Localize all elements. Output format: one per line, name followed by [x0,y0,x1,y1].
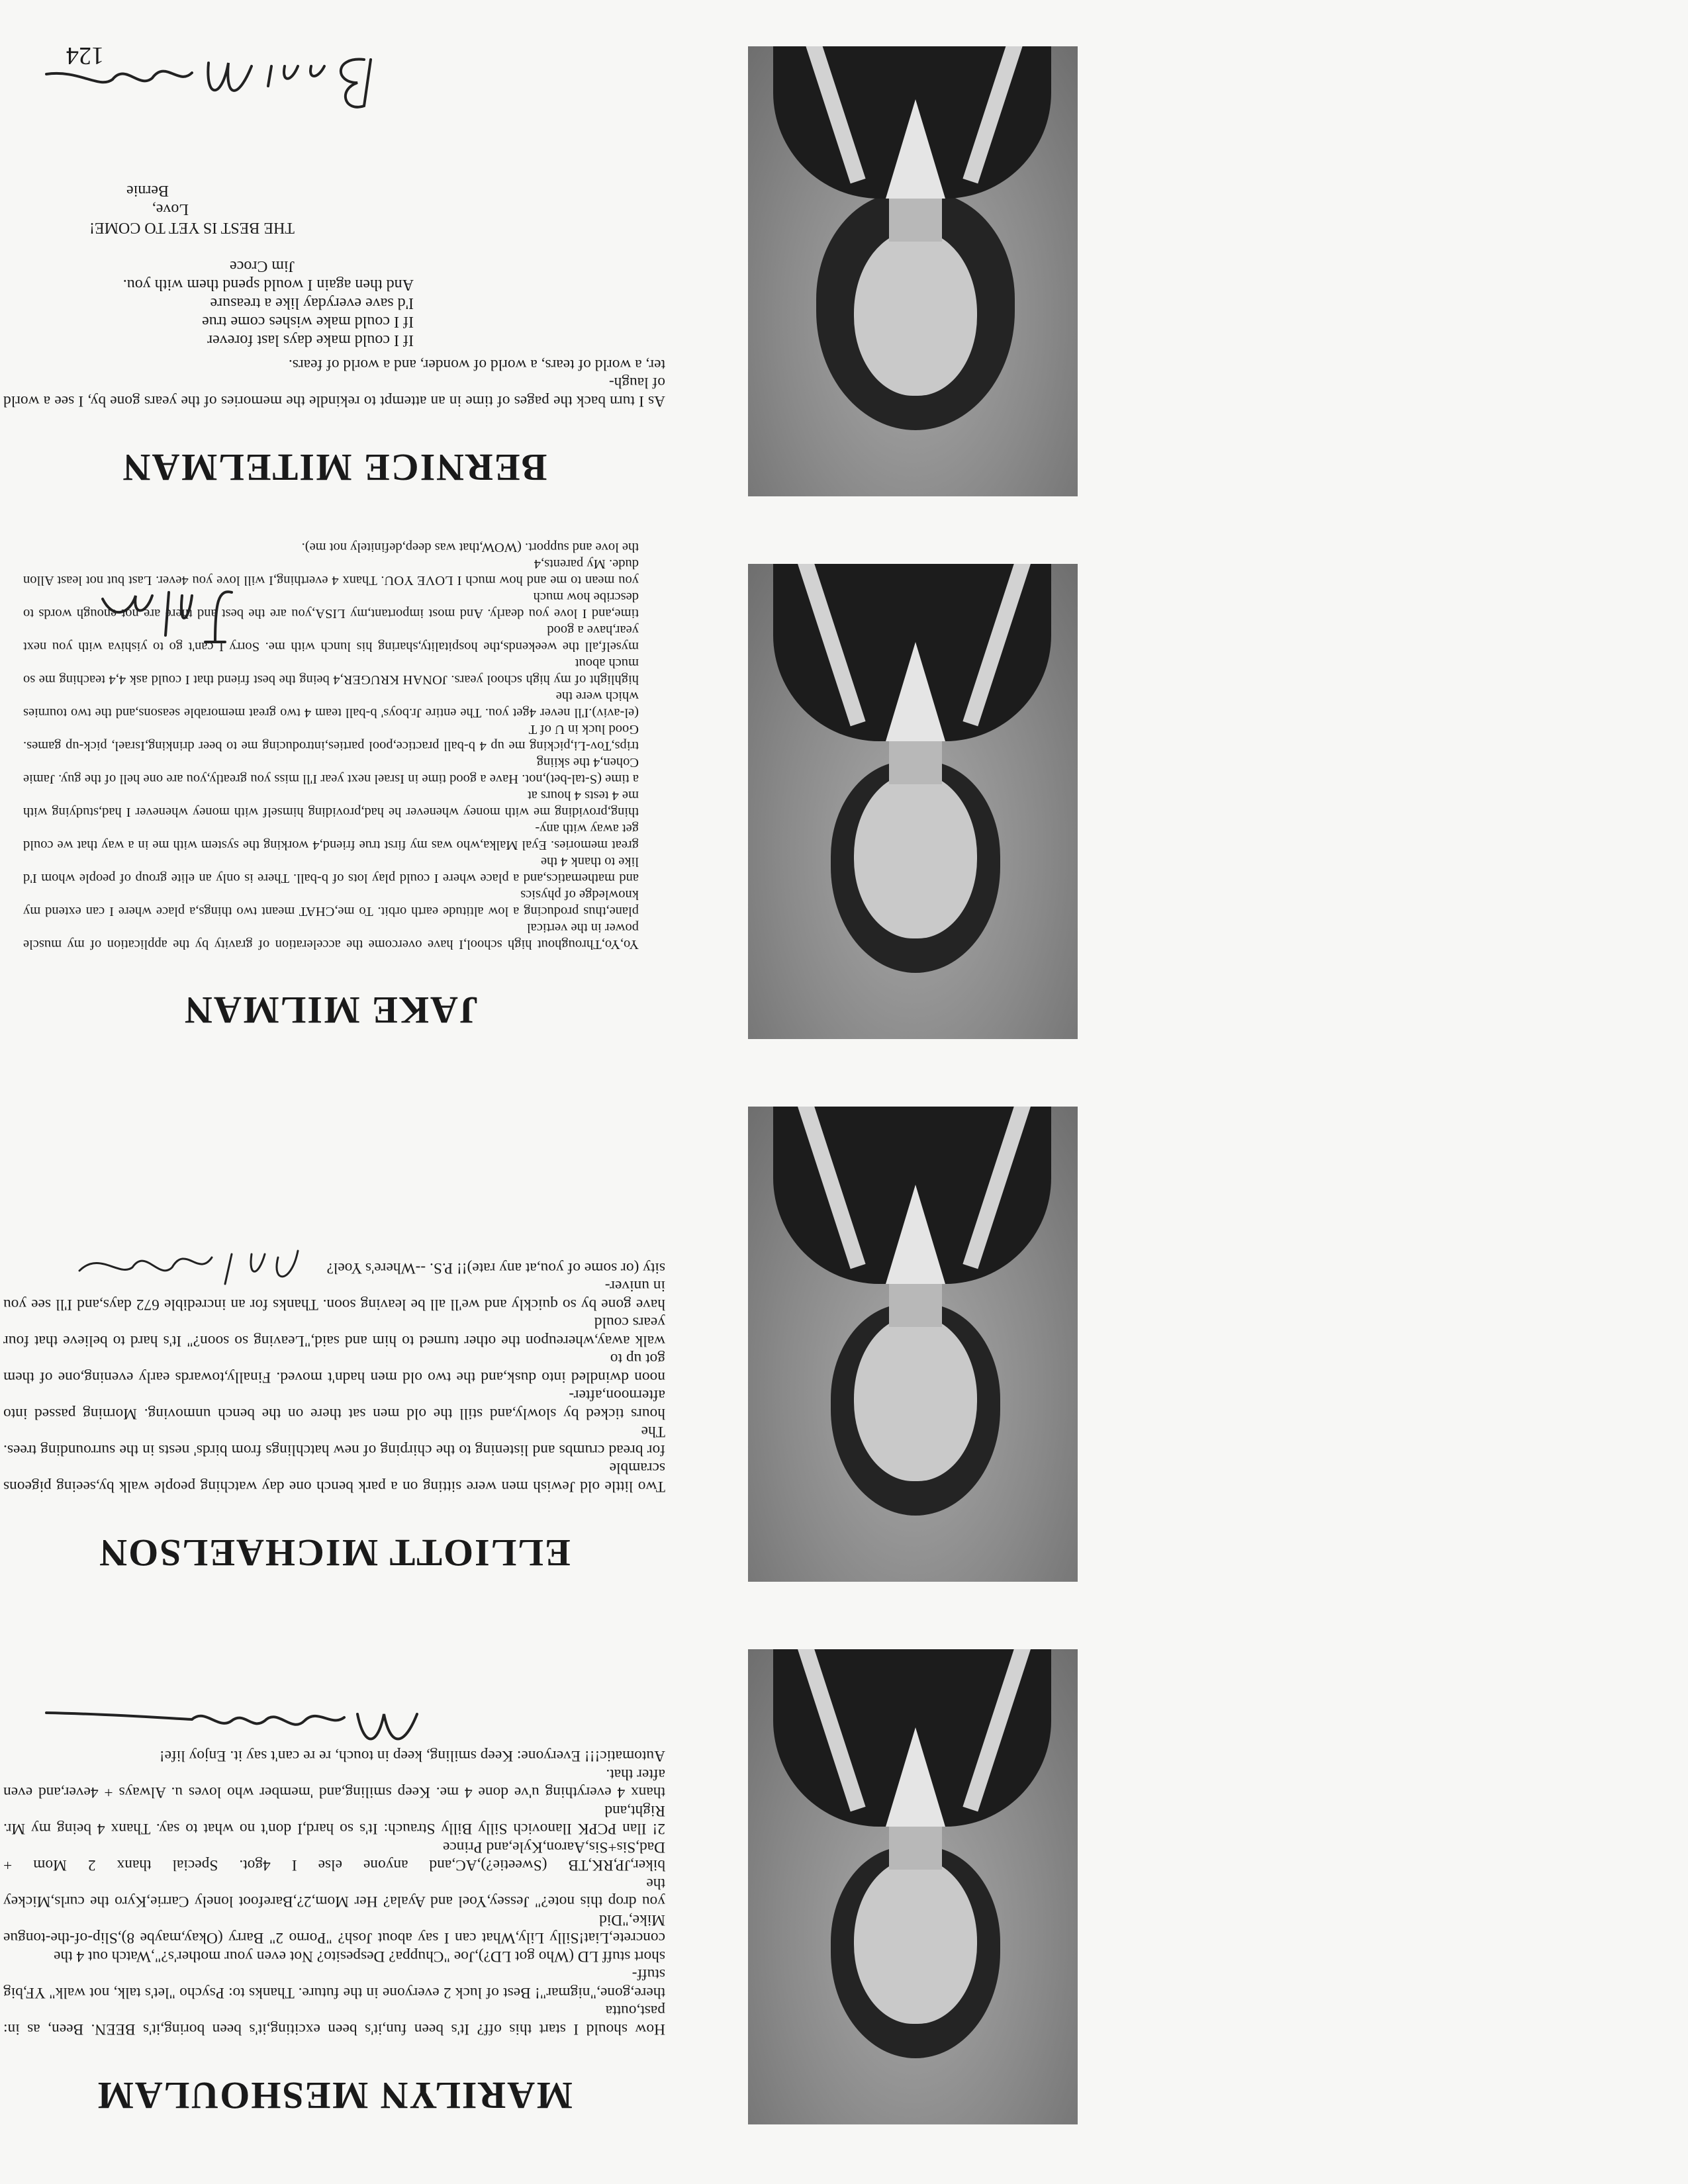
bio-line: noon dwindled into dusk,and the two old men hadn't moved. Finally,towards early evening,one of them got up to [3,1350,665,1386]
bio-line: walk away,whereupon the other turned to him and said,"Leaving so soon?" It's hard to believe that four years could [3,1314,665,1349]
student-portrait-photo [748,1107,1078,1582]
poem-line: And then again I would spend them with you. [122,276,414,294]
poem-line: If I could make days last forever [207,332,414,349]
bio-line: 2! Ilan PCPK Ilanovich Silly Billy Strauch: It's so hard,I don't no what to say. Thanx 4 being my Mr. Right,and [3,1802,665,1838]
bio-line: you drop this note?" Jessey,Yoel and Ayala? Her Mom,2?,Barefoot lonely Carrie,Kyro the curls,Mickey the [3,1875,665,1911]
student-name: ELLIOTT MICHAELSON [98,1531,571,1574]
poem [3,182,665,350]
bio-line: thanx 4 everything u've done 4 me. Keep smiling,and 'member who loves u. Always + 4ever,and even after that. [3,1766,665,1801]
bio-line: thing,providing me with money whenever he had,providing himself with money whenever I had,studying with me 4 tests 4 hours at [23,788,639,819]
student-name: JAKE MILMAN [183,989,479,1032]
bio-line: concrete,Liat!Silly Lily,What can I say about Josh? "Porno 2" Barry (Okay,maybe 8),Slip-of-the-tongue Mike,"Did [3,1911,665,1947]
handwritten-signature [86,576,245,655]
student-portrait-photo [748,1649,1078,2124]
signed-name: Bernie [126,182,169,200]
bio-line: biker,JP,RK,TB (Sweetie?),AC,and anyone else I 4got. Special thanx 2 Mom + Dad,Sis+Sis,Aaron,Kyle,and Prince [3,1839,665,1874]
handwritten-signature [60,1231,311,1304]
bio-line: plane,thus producing a low altitude earth orbit. To me,CHAT meant two things,a place where I can extend my knowledge of physics [23,887,639,919]
bio-line: myself,all the weekends,the hospitality,sharing his lunch with me. Sorry I can't go to yishiva with you next year,have a good [23,623,639,654]
bio-line: Two little old Jewish men were sitting on a park bench one day watching people walk by,seeing pigeons scramble [3,1459,665,1495]
bio-line: highlight of my high school years. JONAH KRUGER,4 being the best friend that I could ask 4,4 teaching me so much about [23,656,639,687]
bio-line: for bread crumbs and listening to the chirping of new hatchlings from birds' nests in the surrounding trees. The [3,1423,665,1459]
bio-line: As I turn back the pages of time in an attempt to rekindle the memories of the years gone by, I see a world of laugh- [3,374,665,410]
student-portrait-photo [748,46,1078,496]
closing-line: THE BEST IS YET TO COME! [89,219,295,237]
bio-line: trips,Tov-Li,picking me up 4 b-ball practice,pool parties,introducing me to beer drinking,Israel, pick-up games. Good luck in U of T [23,722,639,753]
student-entry-mitelman [0,20,1688,496]
student-entry-michaelson [0,1039,1688,1582]
student-entry-milman [0,496,1688,1039]
poem-author: Jim Croce [230,257,295,275]
bio-line: time,and I love you dearly. And most important,my LISA,you are the best and there are not enough words to describe how much [23,590,639,621]
bio-line: there,gone,"nigmar"! Best of luck 2 everyone in the future. Thanks to: Psycho "let's talk, not walk" YF,big stuff- [3,1966,665,2001]
bio-line: sity (or some of you,at any rate)!! P.S. --Where's Yoel? [326,1259,665,1277]
bio-line: ter, a world of tears, a world of wonder, and a world of fears. [288,356,665,373]
bio-line: Automatic!!! Everyone: Keep smiling, keep in touch, re re can't say it. Enjoy life! [159,1747,665,1765]
bio-line: short stuff LD (Who got LD?),Joe "Chuppa? Despesito? Not even your mother's?",Watch out 4 the [54,1948,665,1965]
bio-line: Yo,Yo,Throughout high school,I have overcome the acceleration of gravity by the application of my muscle power in the vertical [23,921,639,952]
bio-line: have gone by so quickly and we'll all be leaving soon. Thanks for an incredible 672 days,and I'll see you in univer- [3,1277,665,1313]
student-bio [3,355,665,410]
bio-line: great memories. Eyal Malka,who was my first true friend,4 working the system with me in a way that we could get away with any- [23,821,639,852]
poem-line: If I could make wishes come true [202,313,414,331]
poem-line: I'd save everyday like a treasure [210,295,414,312]
bio-line: you mean to me and how much I LOVE YOU. Thanx 4 everthing,I will love you 4ever. Last but not least Allon dude. My parents,4 [23,557,639,588]
student-name: BERNICE MITELMAN [121,446,547,489]
student-text-column [3,1259,665,1576]
bio-line: How should I start this off? It's been fun,it's been exciting,it's been boring,it's BEEN. Been, as in: past,outta [3,2002,665,2038]
student-portrait-photo [748,564,1078,1039]
bio-line: and mathematics,and a place where I could play lots of b-ball. There is only an elite group of people whom I'd like to thank 4 the [23,854,639,886]
bio-line: the love and support. (WOW,that was deep,definitely not me). [301,540,639,555]
student-text-column [3,182,665,490]
bio-line: hours ticked by slowly,and still the old men sat there on the bench unmoving. Morning passed into afternoon,after- [3,1387,665,1422]
bio-line: (el-aviv).I'll never 4get you. The entire Jr.boys' b-ball team 4 two great memorable seasons,and the two tournies which were the [23,689,639,720]
bio-line: a time (S-tal-bet),not. Have a good time in Israel next year I'll miss you greatly,you are one hell of the guy. Jamie Cohen,4 the skiing [23,755,639,786]
love-line: Love, [152,201,189,218]
handwritten-signature [33,1688,444,1760]
student-bio [3,1747,665,2038]
student-entry-meshoulam [0,1582,1688,2124]
page-number: 124 [66,42,104,69]
student-text-column [3,1747,665,2118]
student-name: MARILYN MESHOULAM [96,2074,573,2117]
